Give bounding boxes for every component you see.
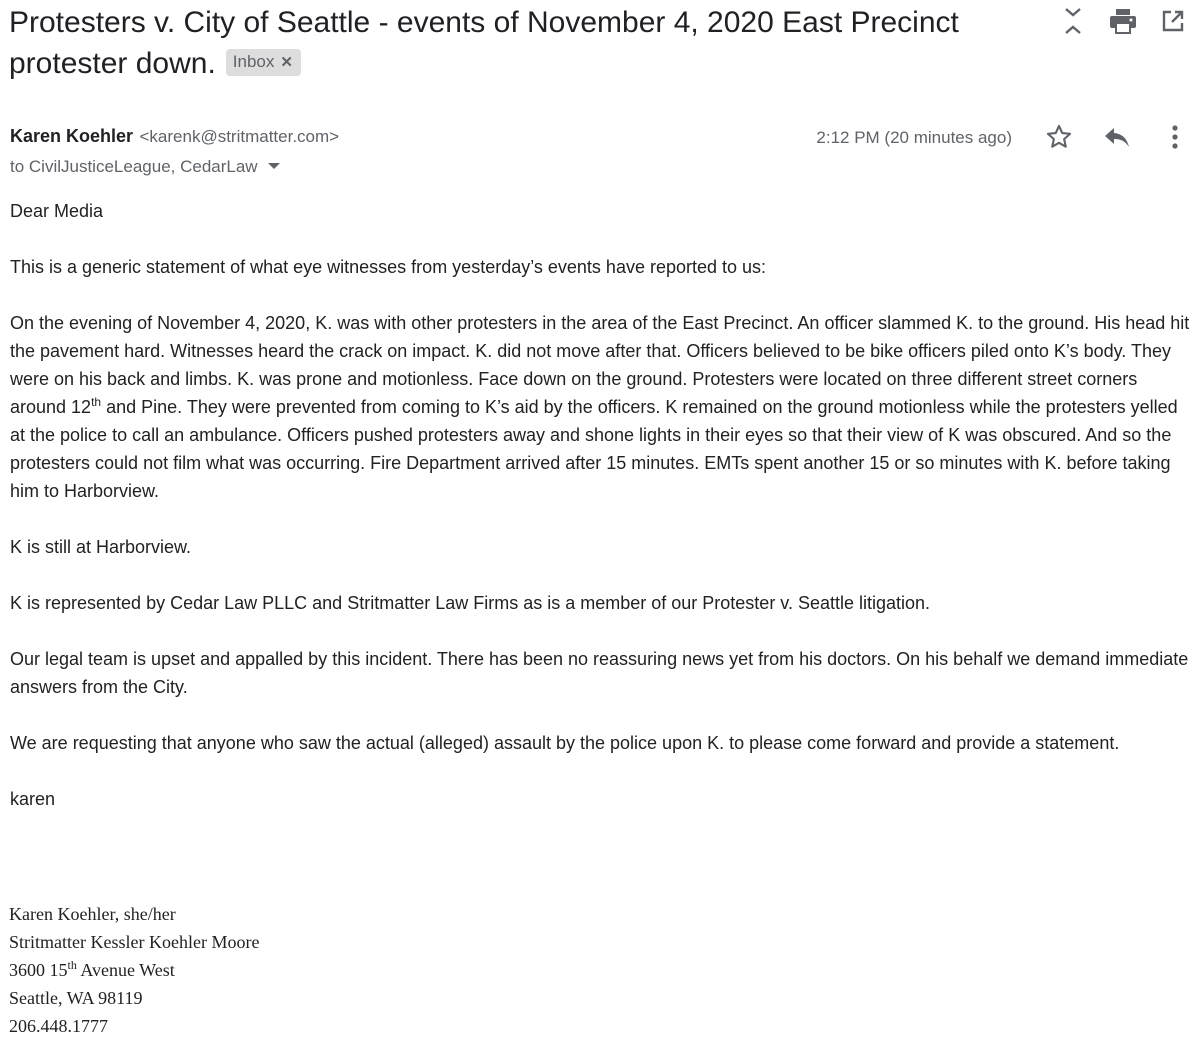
email-header — [9, 2, 1039, 84]
address-start: 3600 15 — [9, 960, 68, 980]
sender-row — [10, 126, 1190, 152]
inbox-label-text: Inbox — [232, 52, 275, 71]
sender-name[interactable]: Karen Koehler — [10, 126, 134, 146]
message-actions — [1044, 122, 1190, 152]
sender-email: <karenk@stritmatter.com> — [139, 127, 340, 146]
recipients-details-toggle[interactable] — [10, 157, 280, 177]
email-timestamp: 2:12 PM (20 minutes ago) — [816, 128, 1012, 147]
subject-text: Protesters v. City of Seattle - events of November 4, 2020 East Precinct protester down. — [9, 6, 959, 80]
email-signature — [9, 900, 259, 1040]
body-account — [10, 309, 1190, 505]
body-closing: karen — [10, 789, 56, 809]
recipients-text: to CivilJusticeLeague, CedarLaw — [10, 157, 258, 176]
address-end: Avenue West — [76, 960, 175, 980]
body-greeting: Dear Media — [10, 201, 104, 221]
print-icon[interactable] — [1108, 6, 1138, 36]
body-concern: Our legal team is upset and appalled by this incident. There has been no reassuring news yet from his doctors. On his behalf we demand immediate answers from the City. — [10, 649, 1189, 697]
body-representation: K is represented by Cedar Law PLLC and Stritmatter Law Firms as is a member of our Protester v. Seattle litigation. — [10, 593, 931, 613]
address-superscript: th — [67, 958, 77, 972]
reply-icon[interactable] — [1102, 122, 1132, 152]
header-toolbar — [1058, 6, 1188, 36]
account-text-end: and Pine. They were prevented from coming to K’s aid by the officers. K remained on the ground motionless while the protesters yelled at the police to call an ambulance. Officers pushed protesters away and shone lights in their eyes so that their view of K was obscured. And so the protesters could not film what was occurring. Fire Department arrived after 15 minutes. EMTs spent another 15 or so minutes with K. before taking him to Harborview. — [10, 397, 1178, 501]
signature-city: Seattle, WA 98119 — [9, 988, 143, 1008]
account-superscript: th — [91, 395, 102, 409]
remove-label-icon[interactable]: ✕ — [280, 54, 293, 71]
email-body — [10, 197, 1190, 841]
signature-phone: 206.448.1777 — [9, 1016, 108, 1036]
more-vertical-icon[interactable] — [1160, 122, 1190, 152]
account-text-start: On the evening of November 4, 2020, K. was with other protesters in the area of the East Precinct. An officer slammed K. to the ground. His head hit the pavement hard. Witnesses heard the crack on impact. K. did not move after that. Officers believed to be bike officers piled onto K’s body. They were on his back and limbs. K. was prone and motionless. Face down on the ground. Protesters were located on three different street corners around 12 — [10, 313, 1190, 417]
body-intro: This is a generic statement of what eye witnesses from yesterday’s events have reported to us: — [10, 257, 767, 277]
unfold-icon[interactable] — [1058, 6, 1088, 36]
body-request: We are requesting that anyone who saw the actual (alleged) assault by the police upon K. to please come forward and provide a statement. — [10, 733, 1120, 753]
body-status: K is still at Harborview. — [10, 537, 192, 557]
signature-address — [9, 956, 259, 984]
inbox-label-chip[interactable] — [226, 49, 301, 76]
signature-name: Karen Koehler, she/her — [9, 904, 176, 924]
email-subject — [9, 2, 1039, 84]
signature-firm: Stritmatter Kessler Koehler Moore — [9, 932, 260, 952]
open-in-new-icon[interactable] — [1158, 6, 1188, 36]
chevron-down-icon[interactable] — [268, 163, 280, 169]
star-icon[interactable] — [1044, 122, 1074, 152]
